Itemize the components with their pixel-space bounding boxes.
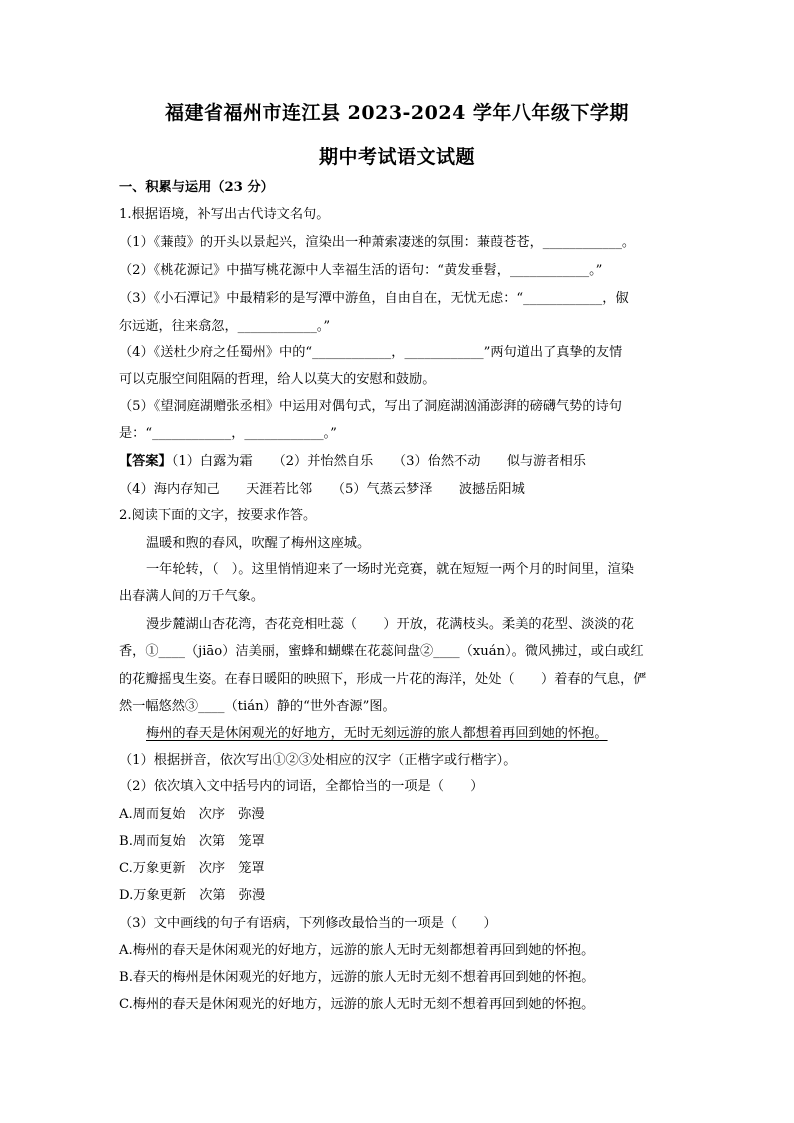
underlined-sentence: 梅州的春天是休闲观光的好地方，无时无刻远游的旅人都想着再回到她的怀抱。 bbox=[146, 726, 608, 741]
passage-paragraph: 一年轮转，（ ）。这里悄悄迎来了一场时光竞赛，就在短短一两个月的时间里，渲染 bbox=[146, 562, 634, 577]
subquestion-1: （1）根据拼音，依次写出①②③处相应的汉字（正楷字或行楷字）。 bbox=[119, 753, 517, 768]
question-1-item: （3）《小石潭记》中最精彩的是写潭中游鱼，自由自在，无忧无虑：“____________，俶 bbox=[119, 291, 629, 306]
exam-title-line1: 福建省福州市连江县 2023-2024 学年八年级下学期 bbox=[165, 102, 629, 124]
question-1-item: （2）《桃花源记》中描写桃花源中人幸福生活的语句：“黄发垂髫，____________。” bbox=[119, 263, 603, 278]
question-1-item: 尔远逝，往来翕忽，____________。” bbox=[119, 319, 331, 334]
answer-row-1 bbox=[119, 453, 679, 471]
option-d: D.万象更新 次第 弥漫 bbox=[119, 888, 266, 903]
passage-line: 香，①____（jiāo）洁美丽，蜜蜂和蝴蝶在花蕊间盘②____（xuán）。微风拂过，或白或红 bbox=[119, 644, 644, 659]
passage-line: 的花瓣摇曳生姿。在春日暖阳的映照下，形成一片花的海洋，处处（ ）着春的气息，俨 bbox=[119, 672, 647, 687]
question-2-stem: 2.阅读下面的文字，按要求作答。 bbox=[119, 508, 317, 523]
passage-line: 然一幅悠然③____（tián）静的“世外杳源”图。 bbox=[119, 699, 396, 714]
option-c: C.梅州的春天是休闲观光的好地方，远游的旅人无时无刻不想着再回到她的怀抱。 bbox=[119, 997, 595, 1012]
subquestion-3: （3）文中画线的句子有语病，下列修改最恰当的一项是（ ） bbox=[119, 916, 497, 931]
question-1-item: 是：“____________，____________。” bbox=[119, 426, 337, 441]
question-1-item: （4）《送杜少府之任蜀州》中的“____________，____________”两句道出了真挚的友情 bbox=[119, 345, 623, 360]
option-a: A.周而复始 次序 弥漫 bbox=[119, 807, 265, 822]
answer-label: 【答案】 bbox=[119, 454, 172, 469]
passage-paragraph: 漫步麓湖山杏花湾，杏花竞相吐蕊（ ）开放，花满枝头。柔美的花型、淡淡的花 bbox=[146, 617, 634, 632]
option-b: B.春天的梅州是休闲观光的好地方，远游的旅人无时无刻不想着再回到她的怀抱。 bbox=[119, 970, 595, 985]
option-a: A.梅州的春天是休闲观光的好地方，远游的旅人无时无刻都想着再回到她的怀抱。 bbox=[119, 943, 595, 958]
answer-row-2: （4）海内存知己 天涯若比邻 （5）气蒸云梦泽 波撼岳阳城 bbox=[119, 482, 525, 497]
question-1-item: 可以克服空间阻隔的哲理，给人以莫大的安慰和鼓励。 bbox=[119, 372, 436, 387]
section-heading: 一、积累与运用（23 分） bbox=[119, 180, 274, 195]
option-c: C.万象更新 次序 笼罩 bbox=[119, 861, 265, 876]
answer-text: （1）白露为霜 （2）并怡然自乐 （3）佁然不动 似与游者相乐 bbox=[171, 454, 586, 469]
question-1-item: （1）《蒹葭》的开头以景起兴，渲染出一种萧索凄迷的氛围：蒹葭苍苍，____________。 bbox=[119, 235, 636, 250]
passage-line: 出春满人间的万千气象。 bbox=[119, 589, 265, 604]
question-1-item: （5）《望洞庭湖赠张丞相》中运用对偶句式，写出了洞庭湖汹涌澎湃的磅礴气势的诗句 bbox=[119, 399, 622, 414]
subquestion-2: （2）依次填入文中括号内的词语，全都恰当的一项是（ ） bbox=[119, 779, 484, 794]
option-b: B.周而复始 次第 笼罩 bbox=[119, 834, 265, 849]
passage-paragraph: 温暖和煦的春风，吹醒了梅州这座城。 bbox=[146, 536, 371, 551]
question-1-stem: 1.根据语境，补写出古代诗文名句。 bbox=[119, 207, 330, 222]
exam-title-line2: 期中考试语文试题 bbox=[318, 146, 475, 168]
